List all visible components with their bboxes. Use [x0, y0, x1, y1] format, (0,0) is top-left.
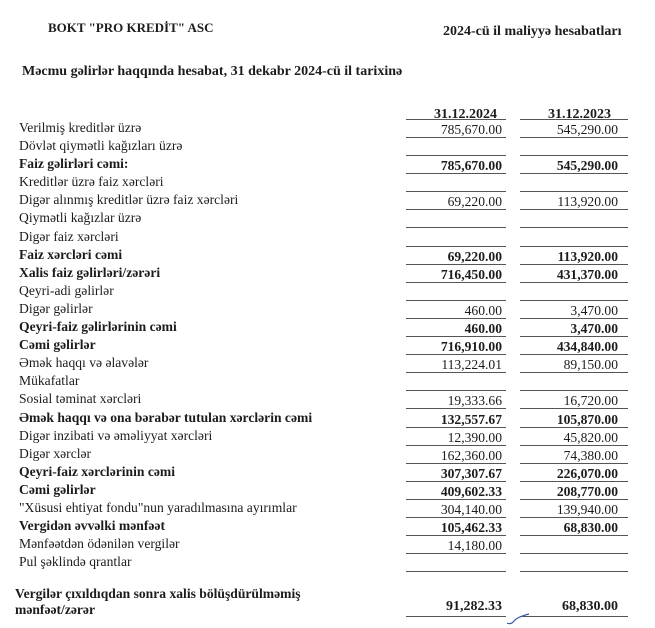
value-2024 [406, 230, 506, 247]
row-label: Sosial təminat xərcləri [19, 391, 142, 407]
net-profit-label [15, 586, 301, 618]
value-2024: 716,910.00 [406, 338, 506, 355]
value-2023 [520, 230, 628, 247]
table-row [0, 517, 655, 535]
net-profit-2024: 91,282.33 [406, 598, 506, 617]
row-label: Mənfəətdən ödənilən vergilər [19, 536, 180, 552]
value-2023: 113,920.00 [520, 248, 628, 265]
row-label: Qeyri-faiz xərclərinin cəmi [19, 463, 176, 479]
value-2023: 208,770.00 [520, 483, 628, 500]
row-label: Qiymətli kağızlar üzrə [19, 210, 142, 226]
value-2023: 545,290.00 [520, 121, 628, 138]
column-header-2024: 31.12.2024 [434, 107, 497, 122]
value-2023 [520, 555, 628, 572]
table-row [0, 228, 655, 246]
row-label: Faiz xərcləri cəmi [19, 246, 123, 262]
table-row [0, 318, 655, 336]
net-profit-label-line2: mənfəət/zərər [15, 602, 95, 617]
value-2024 [406, 139, 506, 156]
table-row [0, 300, 655, 318]
value-2023: 89,150.00 [520, 356, 628, 373]
value-2023: 105,870.00 [520, 411, 628, 428]
table-row [0, 390, 655, 408]
value-2024: 785,670.00 [406, 121, 506, 138]
value-2023: 226,070.00 [520, 465, 628, 482]
row-label: Cəmi gəlirlər [19, 481, 96, 497]
value-2023: 3,470.00 [520, 302, 628, 319]
table-row [0, 499, 655, 517]
row-label: Xalis faiz gəlirləri/zərəri [19, 264, 161, 280]
row-label: "Xüsusi ehtiyat fondu"nun yaradılmasına ayırımlar [19, 499, 297, 515]
value-2024: 716,450.00 [406, 266, 506, 283]
value-2024: 69,220.00 [406, 193, 506, 210]
table-row [0, 535, 655, 553]
value-2024: 409,602.33 [406, 483, 506, 500]
table-row [0, 463, 655, 481]
value-2024 [406, 555, 506, 572]
value-2023: 74,380.00 [520, 447, 628, 464]
value-2023 [520, 139, 628, 156]
table-row [0, 209, 655, 227]
net-profit-label-line1: Vergilər çıxıldıqdan sonra xalis bölüşdürülməmiş [15, 586, 301, 601]
row-label: Mükafatlar [19, 373, 80, 389]
row-label: Əmək haqqı və əlavələr [19, 355, 149, 371]
value-2024: 460.00 [406, 320, 506, 337]
value-2024: 307,307.67 [406, 465, 506, 482]
table-row [0, 372, 655, 390]
value-2024: 132,557.67 [406, 411, 506, 428]
value-2024: 105,462.33 [406, 519, 506, 536]
value-2024 [406, 284, 506, 301]
row-label: Əmək haqqı və ona bərabər tutulan xərclərin cəmi [19, 409, 313, 425]
net-profit-2023: 68,830.00 [520, 598, 628, 617]
value-2024: 12,390.00 [406, 429, 506, 446]
signature-checkmark-icon [505, 612, 531, 626]
value-2023: 16,720.00 [520, 392, 628, 409]
table-row [0, 155, 655, 173]
value-2023 [520, 374, 628, 391]
value-2024: 785,670.00 [406, 157, 506, 174]
row-label: Dövlət qiymətli kağızları üzrə [19, 138, 183, 154]
value-2023 [520, 175, 628, 192]
row-label: Faiz gəlirləri cəmi: [19, 156, 129, 172]
row-label: Qeyri-adi gəlirlər [19, 282, 114, 298]
statement-title: Məcmu gəlirlər haqqında hesabat, 31 dekabr 2024-cü il tarixinə [22, 64, 403, 79]
row-label: Verilmiş kreditlər üzrə [19, 120, 142, 135]
table-row [0, 264, 655, 282]
value-2024 [406, 374, 506, 391]
statement-table [0, 119, 655, 571]
table-row [0, 481, 655, 499]
row-label: Digər alınmış kreditlər üzrə faiz xərcləri [19, 192, 239, 208]
table-row [0, 427, 655, 445]
table-row [0, 282, 655, 300]
table-row [0, 553, 655, 571]
value-2024: 19,333.66 [406, 392, 506, 409]
table-row [0, 354, 655, 372]
table-row [0, 336, 655, 354]
value-2024: 69,220.00 [406, 248, 506, 265]
row-label: Kreditlər üzrə faiz xərcləri [19, 174, 164, 190]
value-2023 [520, 284, 628, 301]
report-title: 2024-cü il maliyyə hesabatları [443, 24, 622, 39]
value-2023: 434,840.00 [520, 338, 628, 355]
row-label: Vergidən əvvəlki mənfəət [19, 518, 165, 534]
value-2023: 3,470.00 [520, 320, 628, 337]
value-2024 [406, 211, 506, 228]
table-row [0, 191, 655, 209]
value-2024: 113,224.01 [406, 356, 506, 373]
table-row [0, 173, 655, 191]
value-2024: 14,180.00 [406, 537, 506, 554]
value-2023: 45,820.00 [520, 429, 628, 446]
row-label: Digər inzibati və əməliyyat xərcləri [19, 427, 213, 443]
table-row [0, 445, 655, 463]
value-2023 [520, 537, 628, 554]
table-row [0, 246, 655, 264]
company-name: BOKT "PRO KREDİT" ASC [48, 20, 214, 35]
table-row [0, 409, 655, 427]
value-2024 [406, 175, 506, 192]
row-label: Qeyri-faiz gəlirlərinin cəmi [19, 319, 177, 335]
row-label: Pul şəklində qrantlar [19, 554, 132, 570]
value-2023: 431,370.00 [520, 266, 628, 283]
value-2023: 545,290.00 [520, 157, 628, 174]
value-2023: 139,940.00 [520, 501, 628, 518]
value-2023: 113,920.00 [520, 193, 628, 210]
value-2024: 304,140.00 [406, 501, 506, 518]
table-row [0, 119, 655, 137]
row-label: Digər gəlirlər [19, 300, 93, 316]
row-label: Cəmi gəlirlər [19, 337, 96, 353]
value-2023: 68,830.00 [520, 519, 628, 536]
table-row [0, 137, 655, 155]
row-label: Digər faiz xərcləri [19, 228, 119, 244]
row-label: Digər xərclər [19, 445, 92, 461]
value-2024: 162,360.00 [406, 447, 506, 464]
value-2023 [520, 211, 628, 228]
column-header-2023: 31.12.2023 [548, 107, 611, 122]
value-2024: 460.00 [406, 302, 506, 319]
